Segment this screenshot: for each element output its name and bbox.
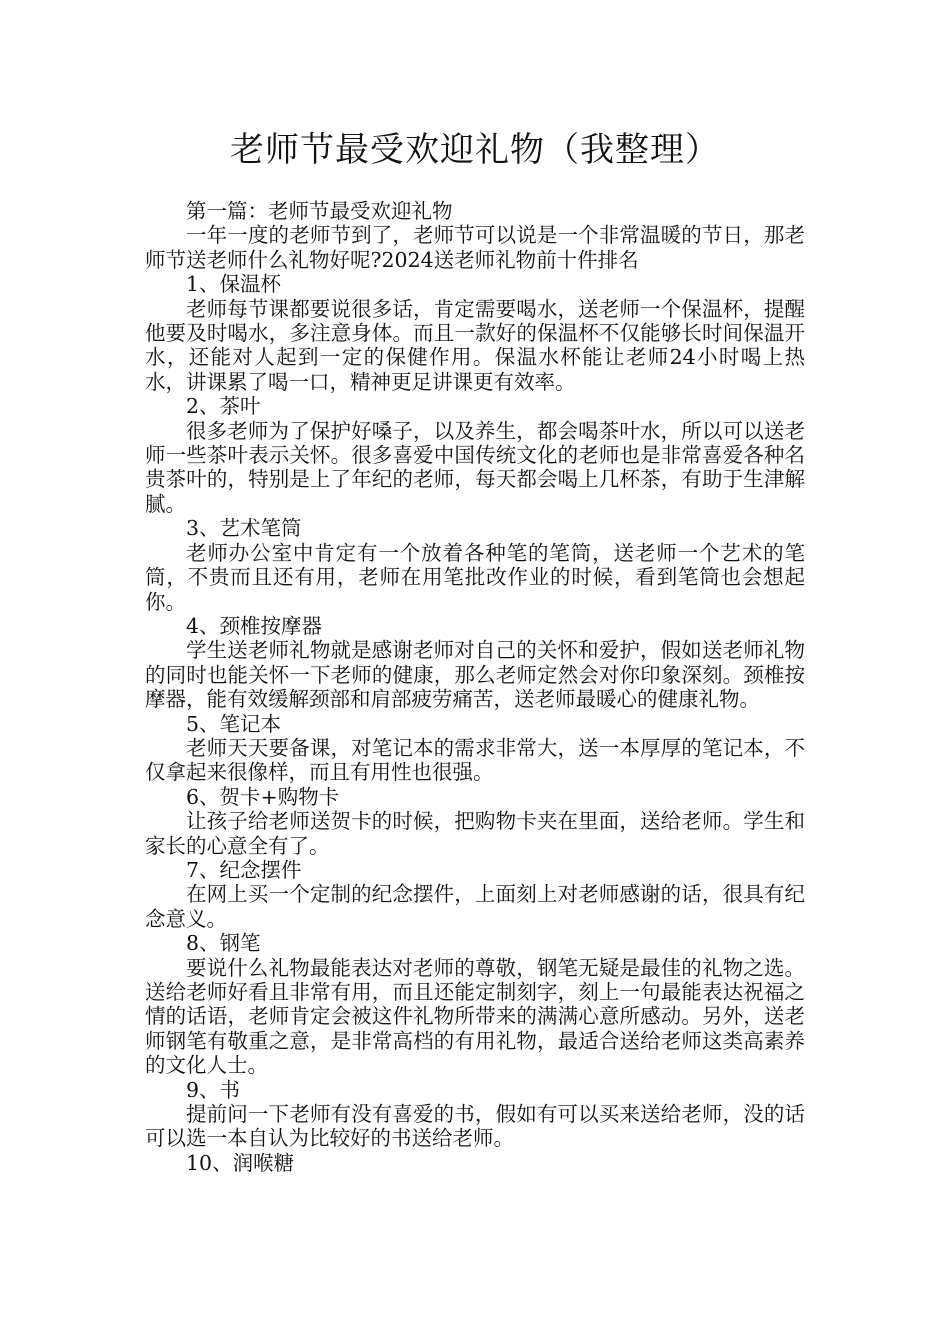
item-heading: 9、书 bbox=[186, 1077, 241, 1102]
page-title: 老师节最受欢迎礼物（我整理） bbox=[230, 130, 720, 170]
item-heading: 6、贺卡+购物卡 bbox=[186, 784, 340, 809]
item-heading: 7、纪念摆件 bbox=[186, 857, 302, 882]
item-heading: 1、保温杯 bbox=[186, 272, 282, 297]
item-heading: 5、笔记本 bbox=[186, 711, 282, 736]
item-paragraph: 学生送老师礼物就是感谢老师对自己的关怀和爱护，假如送老师礼物的同时也能关怀一下老师的健康，那么老师定然会对你印象深刻。颈椎按摩器，能有效缓解颈部和肩部疲劳痛苦，送老师最暖心的健康礼物。 bbox=[145, 638, 805, 712]
item-heading: 3、艺术笔筒 bbox=[186, 516, 302, 541]
item-heading: 10、润喉糖 bbox=[186, 1150, 295, 1175]
item-paragraph: 很多老师为了保护好嗓子，以及养生，都会喝茶叶水，所以可以送老师一些茶叶表示关怀。很多喜爱中国传统文化的老师也是非常喜爱各种名贵茶叶的，特别是上了年纪的老师，每天都会喝上几杯茶，有助于生津解腻。 bbox=[145, 418, 805, 516]
item-paragraph: 老师每节课都要说很多话，肯定需要喝水，送老师一个保温杯，提醒他要及时喝水，多注意身体。而且一款好的保温杯不仅能够长时间保温开水，还能对人起到一定的保健作用。保温水杯能让老师24小时喝上热水，讲课累了喝一口，精神更足讲课更有效率。 bbox=[145, 296, 805, 394]
document-body bbox=[145, 199, 805, 1175]
item-paragraph: 提前问一下老师有没有喜爱的书，假如有可以买来送给老师，没的话可以选一本自认为比较好的书送给老师。 bbox=[145, 1102, 805, 1151]
item-heading: 4、颈椎按摩器 bbox=[186, 613, 323, 638]
item-heading: 8、钢笔 bbox=[186, 931, 261, 956]
item-paragraph: 老师办公室中肯定有一个放着各种笔的笔筒，送老师一个艺术的笔筒，不贵而且还有用，老师在用笔批改作业的时候，看到笔筒也会想起你。 bbox=[145, 540, 805, 614]
item-paragraph: 在网上买一个定制的纪念摆件，上面刻上对老师感谢的话，很具有纪念意义。 bbox=[145, 882, 805, 931]
item-paragraph: 老师天天要备课，对笔记本的需求非常大，送一本厚厚的笔记本，不仅拿起来很像样，而且有用性也很强。 bbox=[145, 735, 805, 785]
section-heading: 第一篇：老师节最受欢迎礼物 bbox=[186, 199, 453, 223]
item-paragraph: 要说什么礼物最能表达对老师的尊敬，钢笔无疑是最佳的礼物之选。送给老师好看且非常有用，而且还能定制刻字，刻上一句最能表达祝福之情的话语，老师肯定会被这件礼物所带来的满满心意所感动。另外，送老师钢笔有敬重之意，是非常高档的有用礼物，最适合送给老师这类高素养的文化人士。 bbox=[145, 955, 805, 1078]
item-paragraph: 让孩子给老师送贺卡的时候，把购物卡夹在里面，送给老师。学生和家长的心意全有了。 bbox=[145, 809, 805, 858]
item-heading: 2、茶叶 bbox=[186, 394, 261, 419]
intro-paragraph: 一年一度的老师节到了，老师节可以说是一个非常温暖的节日，那老师节送老师什么礼物好呢?2024送老师礼物前十件排名 bbox=[145, 223, 805, 272]
